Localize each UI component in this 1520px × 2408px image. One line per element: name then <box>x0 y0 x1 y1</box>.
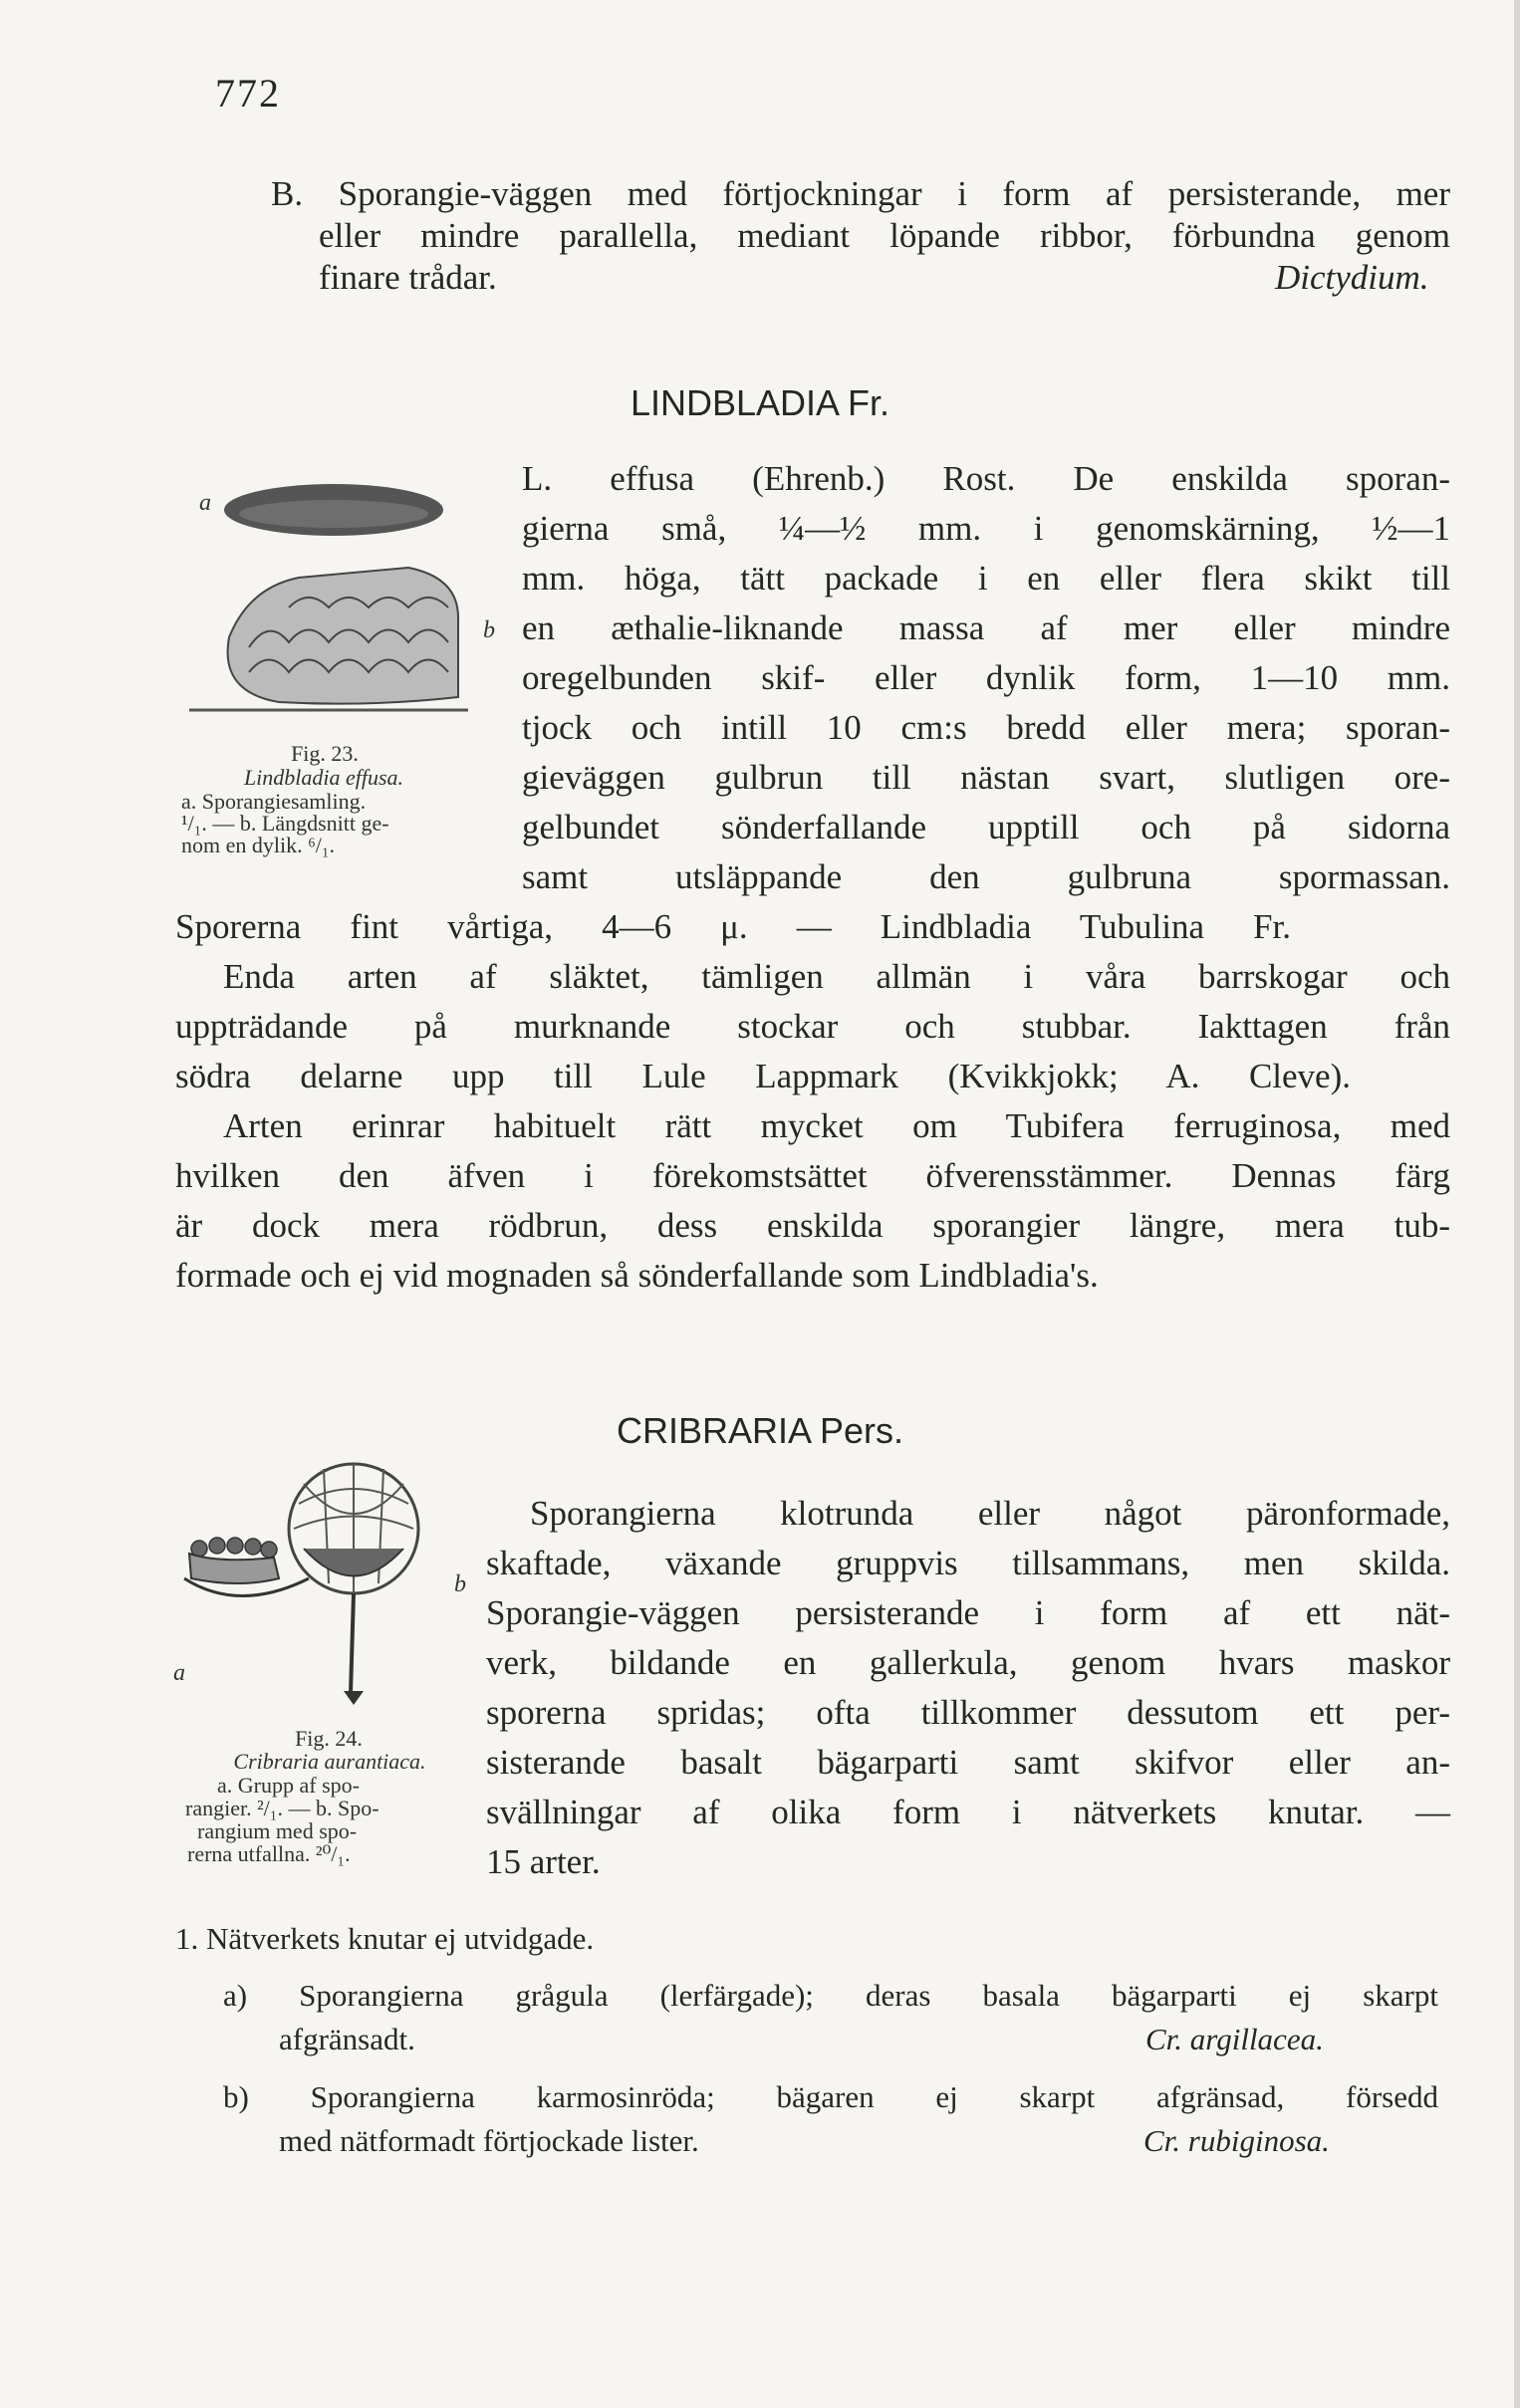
lindbladia-line-1: L. effusa (Ehrenb.) Rost. De enskilda sporan- <box>522 459 1450 498</box>
section-b-line-1: B. Sporangie-väggen med förtjockningar i form af persisterande, mer <box>271 174 1450 213</box>
figure-24-caption-4: rerna utfallna. ²⁰/₁. <box>187 1841 351 1866</box>
lindbladia-line-17: formade och ej vid mognaden så sönderfallande som Lindbladia's. <box>175 1256 1099 1295</box>
lindbladia-line-2: gierna små, ¼—½ mm. i genomskärning, ½—1 <box>522 509 1450 548</box>
figure-24-number: Fig. 24. <box>295 1726 363 1751</box>
cribraria-line-1: Sporangierna klotrunda eller något päronformade, <box>530 1494 1450 1533</box>
figure-23-caption-3: nom en dylik. ⁶/₁. <box>181 833 336 857</box>
figure-23-species: Lindbladia effusa. <box>243 765 404 790</box>
figure-23-label-a: a <box>199 490 211 516</box>
sporangium-group-a <box>191 1538 277 1558</box>
lindbladia-line-3: mm. höga, tätt packade i en eller flera skikt till <box>522 559 1450 598</box>
page-number: 772 <box>215 71 281 116</box>
cribraria-heading: CRIBRARIA Pers. <box>616 1410 904 1451</box>
cribraria-line-3: Sporangie-väggen persisterande i form af ett nät- <box>486 1593 1450 1632</box>
lindbladia-line-6: tjock och intill 10 cm:s bredd eller mera; sporan- <box>522 708 1450 747</box>
lindbladia-line-7: gieväggen gulbrun till nästan svart, slutligen ore- <box>522 758 1450 797</box>
lindbladia-line-11: Enda arten af släktet, tämligen allmän i våra barrskogar och <box>223 957 1450 996</box>
figure-24 <box>173 1454 468 1723</box>
key-b-ref: Cr. rubiginosa. <box>1143 2123 1330 2158</box>
figure-23-label-b: b <box>483 617 495 643</box>
figure-24-caption-2: rangier. ²/₁. — b. Spo- <box>185 1796 380 1820</box>
figure-23-number: Fig. 23. <box>291 741 359 766</box>
key-a-line-1: a) Sporangierna grågula (lerfärgade); deras basala bägarparti ej skarpt <box>223 1978 1438 2013</box>
lindbladia-line-9: samt utsläppande den gulbruna spormassan. <box>522 857 1450 896</box>
lindbladia-line-14: Arten erinrar habituelt rätt mycket om Tubifera ferruginosa, med <box>223 1106 1450 1145</box>
section-b-line-2: eller mindre parallella, mediant löpande ribbor, förbundna genom <box>319 216 1450 255</box>
figure-24-label-b: b <box>454 1571 466 1597</box>
cribraria-line-4: verk, bildande en gallerkula, genom hvars maskor <box>486 1643 1450 1682</box>
page-edge <box>1514 0 1520 2408</box>
figure-24-label-a: a <box>173 1660 185 1686</box>
lindbladia-line-4: en æthalie-liknande massa af mer eller mindre <box>522 608 1450 647</box>
cribraria-illustration <box>179 1454 468 1723</box>
cribraria-line-7: svällningar af olika form i nätverkets knutar. — <box>486 1793 1450 1831</box>
cribraria-line-8: 15 arter. <box>486 1842 601 1881</box>
lindbladia-line-5: oregelbunden skif- eller dynlik form, 1—10 mm. <box>522 658 1450 697</box>
lindbladia-line-8: gelbundet sönderfallande upptill och på sidorna <box>522 808 1450 846</box>
key-b-line-1: b) Sporangierna karmosinröda; bägaren ej skarpt afgränsad, försedd <box>223 2079 1438 2114</box>
lindbladia-heading: LINDBLADIA Fr. <box>630 382 890 423</box>
lindbladia-line-16: är dock mera rödbrun, dess enskilda sporangier längre, mera tub- <box>175 1206 1450 1245</box>
lindbladia-line-12: uppträdande på murknande stockar och stubbar. Iakttagen från <box>175 1007 1450 1046</box>
lindbladia-line-10: Sporerna fint vårtiga, 4—6 μ. — Lindbladia Tubulina Fr. <box>175 907 1291 946</box>
cribraria-line-5: sporerna spridas; ofta tillkommer dessutom ett per- <box>486 1693 1450 1732</box>
figure-24-caption-3: rangium med spo- <box>197 1818 358 1843</box>
stalk <box>351 1593 354 1693</box>
lindbladia-line-15: hvilken den äfven i förekomstsättet öfverensstämmer. Dennas färg <box>175 1156 1450 1195</box>
key-item-1: 1. Nätverkets knutar ej utvidgade. <box>175 1921 595 1956</box>
lindbladia-illustration <box>169 468 498 737</box>
key-a-ref: Cr. argillacea. <box>1145 2022 1324 2056</box>
genus-ref-dictydium: Dictydium. <box>1275 258 1429 297</box>
cribraria-line-2: skaftade, växande gruppvis tillsammans, men skilda. <box>486 1544 1450 1582</box>
key-a-line-2: afgränsadt. <box>279 2022 415 2056</box>
figure-24-caption-1: a. Grupp af spo- <box>217 1773 360 1798</box>
figure-23-caption-1: a. Sporangiesamling. <box>181 789 367 814</box>
figure-23-caption-2: ¹/₁. — b. Längdsnitt ge- <box>181 811 389 836</box>
lindbladia-line-13: södra delarne upp till Lule Lappmark (Kvikkjokk; A. Cleve). <box>175 1057 1351 1095</box>
longitudinal-section-b <box>228 568 458 704</box>
section-b-line-3: finare trådar. <box>319 258 497 297</box>
figure-24-species: Cribraria aurantiaca. <box>233 1749 426 1774</box>
cribraria-line-6: sisterande basalt bägarparti samt skifvor eller an- <box>486 1743 1450 1782</box>
key-b-line-2: med nätformadt förtjockade lister. <box>279 2123 699 2158</box>
figure-23 <box>169 468 498 737</box>
